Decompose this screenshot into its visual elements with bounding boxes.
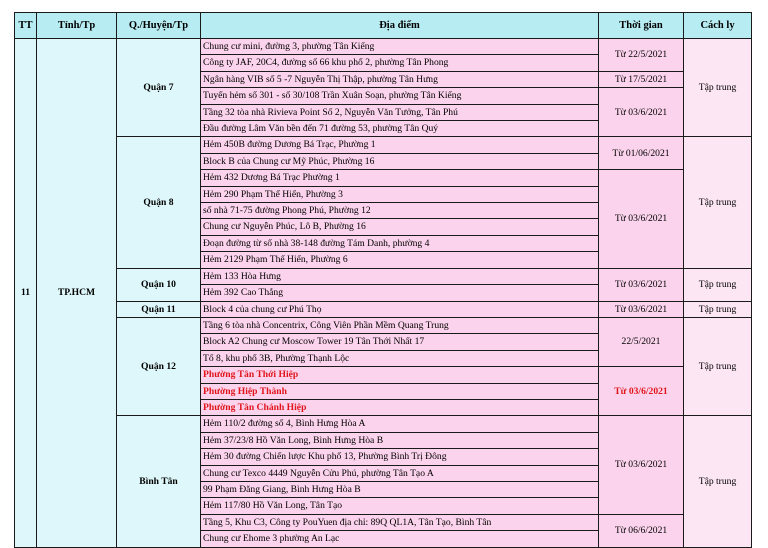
location-cell: Hẻm 2129 Phạm Thế Hiển, Phường 6: [201, 252, 599, 268]
isolation-cell-q11: Tập trung: [684, 301, 752, 317]
location-cell: Tầng 32 tòa nhà Rivieva Point Sổ 2, Nguyễn Văn Tưởng, Tân Phú: [201, 104, 599, 120]
location-cell: Đầu đường Lâm Văn bền đến 71 đường 53, phường Tân Quý: [201, 121, 599, 137]
location-cell: Hẻm 133 Hòa Hưng: [201, 268, 599, 284]
time-cell: Từ 03/6/2021: [599, 268, 684, 301]
location-cell: Hẻm 30 đường Chiến lược Khu phố 13, Phường Bình Trị Đông: [201, 449, 599, 465]
location-cell: Công ty JAF, 20C4, đường số 66 khu phố 2, phường Tân Phong: [201, 55, 599, 71]
tt-cell: 11: [15, 39, 37, 548]
table-row: [15, 301, 752, 317]
location-cell: Tổ 8, khu phố 3B, Phường Thạnh Lộc: [201, 350, 599, 366]
location-cell: số nhà 71-75 đường Phong Phú, Phường 12: [201, 203, 599, 219]
location-cell: Đoạn đường từ số nhà 38-148 đường Tám Danh, phường 4: [201, 235, 599, 251]
district-cell-q10: Quận 10: [117, 268, 201, 301]
header-location: Địa điểm: [201, 13, 599, 39]
location-cell: Tầng 6 tòa nhà Concentrix, Công Viên Phần Mềm Quang Trung: [201, 317, 599, 333]
header-time: Thời gian: [599, 13, 684, 39]
district-cell-q12: Quận 12: [117, 317, 201, 415]
isolation-cell-q12: Tập trung: [684, 317, 752, 415]
location-cell: Hẻm 117/80 Hồ Văn Long, Tân Tạo: [201, 498, 599, 514]
time-cell: Từ 03/6/2021: [599, 301, 684, 317]
location-cell: Chung cư Ehome 3 phường An Lạc: [201, 531, 599, 547]
time-cell: Từ 17/5/2021: [599, 71, 684, 87]
table-row: [15, 39, 752, 55]
time-cell: Từ 03/6/2021: [599, 88, 684, 137]
location-cell: 99 Phạm Đăng Giang, Bình Hưng Hòa B: [201, 481, 599, 497]
quarantine-table-sheet: [14, 12, 751, 545]
district-cell-binhtan: Bình Tân: [117, 416, 201, 547]
location-cell: Block A2 Chung cư Moscow Tower 19 Tân Thới Nhất 17: [201, 334, 599, 350]
isolation-cell-q7: Tập trung: [684, 39, 752, 137]
header-isolation: Cách ly: [684, 13, 752, 39]
location-cell: Hẻm 432 Dương Bá Trạc Phường 1: [201, 170, 599, 186]
quarantine-locations-table: [14, 12, 752, 548]
isolation-cell-q8: Tập trung: [684, 137, 752, 268]
header-province: Tỉnh/Tp: [37, 13, 117, 39]
location-cell: Chung cư Texco 4449 Nguyễn Cửu Phú, phường Tân Tạo A: [201, 465, 599, 481]
table-row: [15, 317, 752, 333]
location-cell: Block B của Chung cư Mỹ Phúc, Phường 16: [201, 153, 599, 169]
header-district: Q./Huyện/Tp: [117, 13, 201, 39]
location-cell: Chung cư Nguyễn Phúc, Lô B, Phường 16: [201, 219, 599, 235]
location-cell: Block 4 của chung cư Phú Thọ: [201, 301, 599, 317]
isolation-cell-binhtan: Tập trung: [684, 416, 752, 547]
header-tt: TT: [15, 13, 37, 39]
location-cell: Chung cư mini, đường 3, phường Tân Kiểng: [201, 39, 599, 55]
district-cell-q8: Quận 8: [117, 137, 201, 268]
time-cell: Từ 03/6/2021: [599, 416, 684, 514]
location-cell-highlight: Phường Hiệp Thành: [201, 383, 599, 399]
location-cell-highlight: Phường Tân Thới Hiệp: [201, 367, 599, 383]
table-row: [15, 416, 752, 432]
time-cell-highlight: Từ 03/6/2021: [599, 367, 684, 416]
header-row: [15, 13, 752, 39]
time-cell: Từ 06/6/2021: [599, 514, 684, 547]
location-cell: Hẻm 110/2 đường số 4, Bình Hưng Hòa A: [201, 416, 599, 432]
location-cell-highlight: Phường Tân Chánh Hiệp: [201, 399, 599, 415]
isolation-cell-q10: Tập trung: [684, 268, 752, 301]
district-cell-q11: Quận 11: [117, 301, 201, 317]
location-cell: Hẻm 37/23/8 Hồ Văn Long, Bình Hưng Hòa B: [201, 432, 599, 448]
province-cell: TP.HCM: [37, 39, 117, 548]
time-cell: Từ 22/5/2021: [599, 39, 684, 72]
location-cell: Ngân hàng VIB số 5 -7 Nguyễn Thị Thập, phường Tân Hưng: [201, 71, 599, 87]
location-cell: Hẻm 450B đường Dương Bá Trạc, Phường 1: [201, 137, 599, 153]
location-cell: Hẻm 392 Cao Thắng: [201, 285, 599, 301]
location-cell: Hẻm 290 Phạm Thế Hiển, Phường 3: [201, 186, 599, 202]
time-cell: Từ 01/06/2021: [599, 137, 684, 170]
location-cell: Tuyến hẻm số 301 - số 30/108 Trần Xuân Soạn, phường Tân Kiểng: [201, 88, 599, 104]
table-row: [15, 268, 752, 284]
time-cell: Từ 03/6/2021: [599, 170, 684, 268]
location-cell: Tầng 5, Khu C3, Công ty PouYuen địa chỉ: 89Q QL1A, Tân Tạo, Bình Tân: [201, 514, 599, 530]
time-cell: 22/5/2021: [599, 317, 684, 366]
table-row: [15, 137, 752, 153]
district-cell-q7: Quận 7: [117, 39, 201, 137]
